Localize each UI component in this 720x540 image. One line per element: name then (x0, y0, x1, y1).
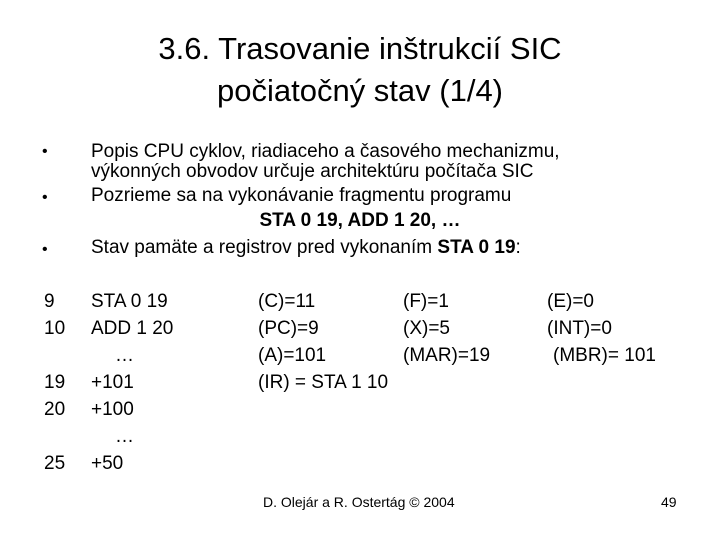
bullet-text-prefix: Stav pamäte a registrov pred vykonaním (91, 237, 438, 258)
register-column-3 (547, 288, 656, 369)
bullet-text-suffix: : (515, 237, 521, 258)
register-value: (C)=11 (258, 291, 316, 312)
memory-address (44, 423, 65, 450)
memory-address: 20 (44, 399, 66, 420)
memory-content: +100 (91, 399, 134, 420)
memory-address: 19 (44, 372, 66, 393)
slide-title (0, 28, 720, 112)
memory-content-column (91, 288, 173, 477)
memory-content: +50 (91, 453, 124, 474)
register-value: (F)=1 (403, 291, 449, 312)
bullet-marker: • (42, 189, 48, 206)
bullet-text-line: Popis CPU cyklov, riadiaceho a časového mechanizmu, (91, 141, 560, 162)
title-line-1: 3.6. Trasovanie inštrukcií SIC (158, 31, 562, 66)
register-value: (MBR)= 101 (553, 345, 656, 366)
memory-address: 10 (44, 318, 66, 339)
register-column-2 (403, 288, 490, 369)
register-value: (A)=101 (258, 345, 327, 366)
bullet-marker: • (42, 241, 48, 258)
memory-content: … (115, 426, 134, 447)
bullet-item (0, 140, 720, 190)
program-fragment: STA 0 19, ADD 1 20, … (259, 210, 461, 231)
memory-address-column (44, 288, 65, 477)
bullet-text-line: výkonných obvodov určuje architektúru počítača SIC (91, 161, 534, 182)
register-value: (IR) = STA 1 10 (258, 372, 389, 393)
title-line-2: počiatočný stav (1/4) (216, 73, 504, 108)
register-value: (E)=0 (547, 291, 594, 312)
bullet-text-line (91, 236, 521, 260)
bullet-item (0, 236, 720, 262)
memory-address (44, 342, 65, 369)
bullet-text-line: Pozrieme sa na vykonávanie fragmentu programu (91, 185, 512, 206)
register-column-1 (258, 288, 388, 396)
memory-content: +101 (91, 372, 134, 393)
register-value: (PC)=9 (258, 318, 319, 339)
memory-content: STA 0 19 (91, 291, 168, 312)
bullet-marker: • (42, 143, 48, 160)
footer-author: D. Olejár a R. Ostertág © 2004 (263, 494, 455, 510)
bullet-text-bold: STA 0 19 (437, 237, 516, 258)
memory-content: … (115, 345, 134, 366)
page-number: 49 (661, 494, 677, 510)
memory-address: 9 (44, 291, 55, 312)
memory-address: 25 (44, 453, 66, 474)
register-value: (MAR)=19 (403, 345, 491, 366)
register-value: (INT)=0 (547, 318, 612, 339)
bullet-item (0, 184, 720, 234)
memory-content: ADD 1 20 (91, 318, 174, 339)
register-value: (X)=5 (403, 318, 450, 339)
